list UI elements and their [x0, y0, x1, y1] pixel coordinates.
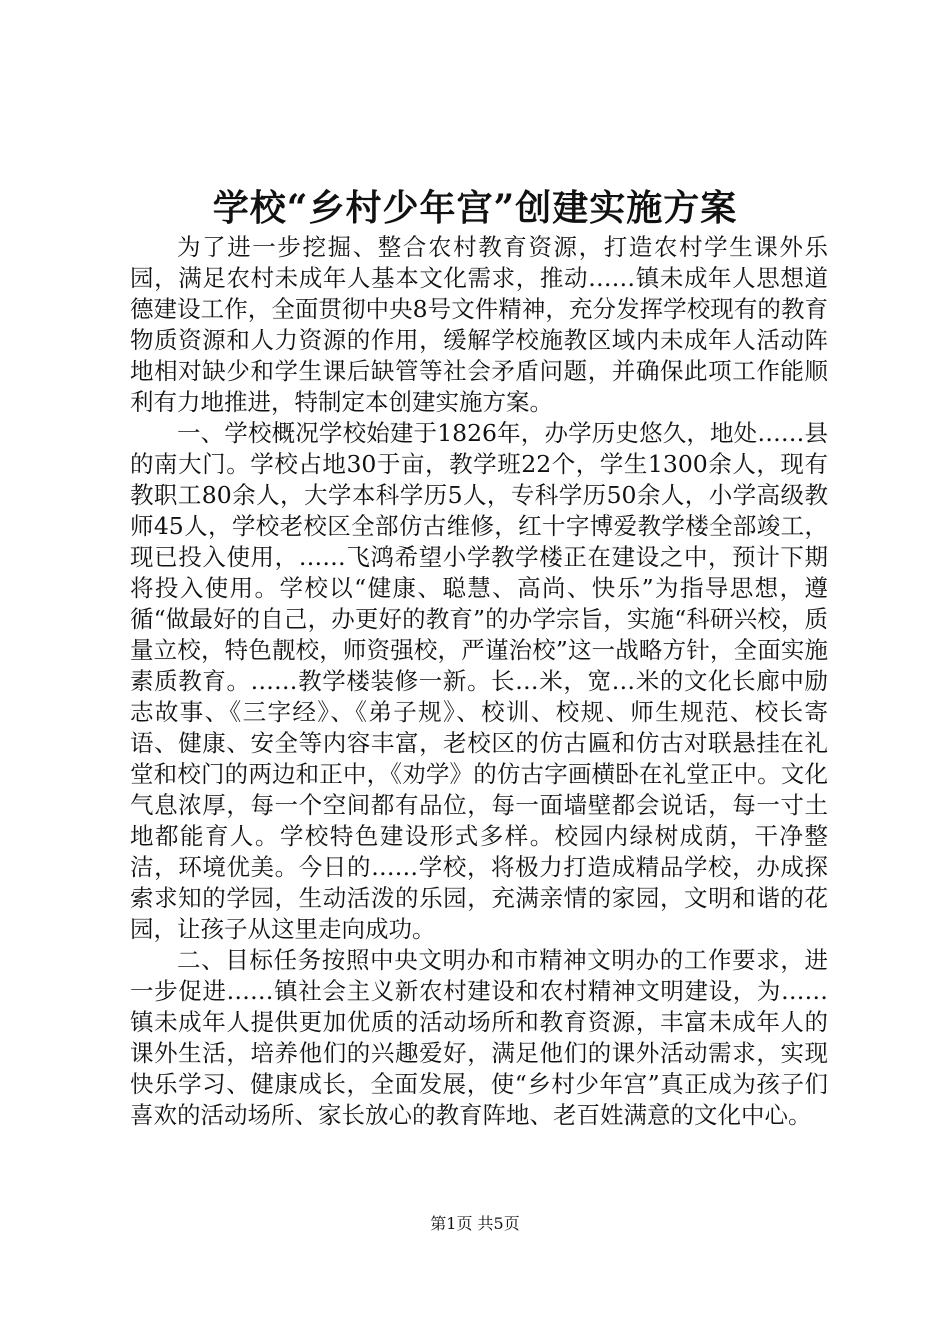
document-title: 学校“乡村少年宫”创建实施方案 [212, 187, 738, 229]
document-body [130, 232, 828, 1131]
paragraph-goals: 二、目标任务按照中央文明办和市精神文明办的工作要求，进一步促进……镇社会主义新农村建设和农村精神文明建设，为……镇未成年人提供更加优质的活动场所和教育资源，丰富未成年人的课外生活，培养他们的兴趣爱好，满足他们的课外活动需求，实现快乐学习、健康成长，全面发展，使“乡村少年宫”真正成为孩子们喜欢的活动场所、家长放心的教育阵地、老百姓满意的文化中心。 [130, 946, 828, 1129]
page-footer: 第1页 共5页 [430, 1214, 520, 1233]
paragraph-intro: 为了进一步挖掘、整合农村教育资源，打造农村学生课外乐园，满足农村未成年人基本文化需求，推动……镇未成年人思想道德建设工作，全面贯彻中央8号文件精神，充分发挥学校现有的教育物质资源和人力资源的作用，缓解学校施教区域内未成年人活动阵地相对缺少和学生课后缺管等社会矛盾问题，并确保此项工作能顺利有力地推进，特制定本创建实施方案。 [130, 233, 828, 416]
paragraph-school-overview: 一、学校概况学校始建于1826年，办学历史悠久，地处……县的南大门。学校占地30于亩，教学班22个，学生1300余人，现有教职工80余人，大学本科学历5人，专科学历50余人，小学高级教师45人，学校老校区全部仿古维修，红十字博爱教学楼全部竣工，现已投入使用，……飞鸿希望小学教学楼正在建设之中，预计下期将投入使用。学校以“健康、聪慧、高尚、快乐”为指导思想，遵循“做最好的自己，办更好的教育”的办学宗旨，实施“科研兴校，质量立校，特色靓校，师资强校，严谨治校”这一战略方针，全面实施素质教育。……教学楼装修一新。长…米，宽…米的文化长廊中励志故事、《三字经》、《弟子规》、校训、校规、师生规范、校长寄语、健康、安全等内容丰富，老校区的仿古匾和仿古对联悬挂在礼堂和校门的两边和正中，《劝学》的仿古字画横卧在礼堂正中。文化气息浓厚，每一个空间都有品位，每一面墙壁都会说话，每一寸土地都能育人。学校特色建设形式多样。校园内绿树成荫，干净整洁，环境优美。今日的……学校，将极力打造成精品学校，办成探索求知的学园，生动活泼的乐园，充满亲情的家园，文明和谐的花园，让孩子从这里走向成功。 [130, 419, 828, 943]
